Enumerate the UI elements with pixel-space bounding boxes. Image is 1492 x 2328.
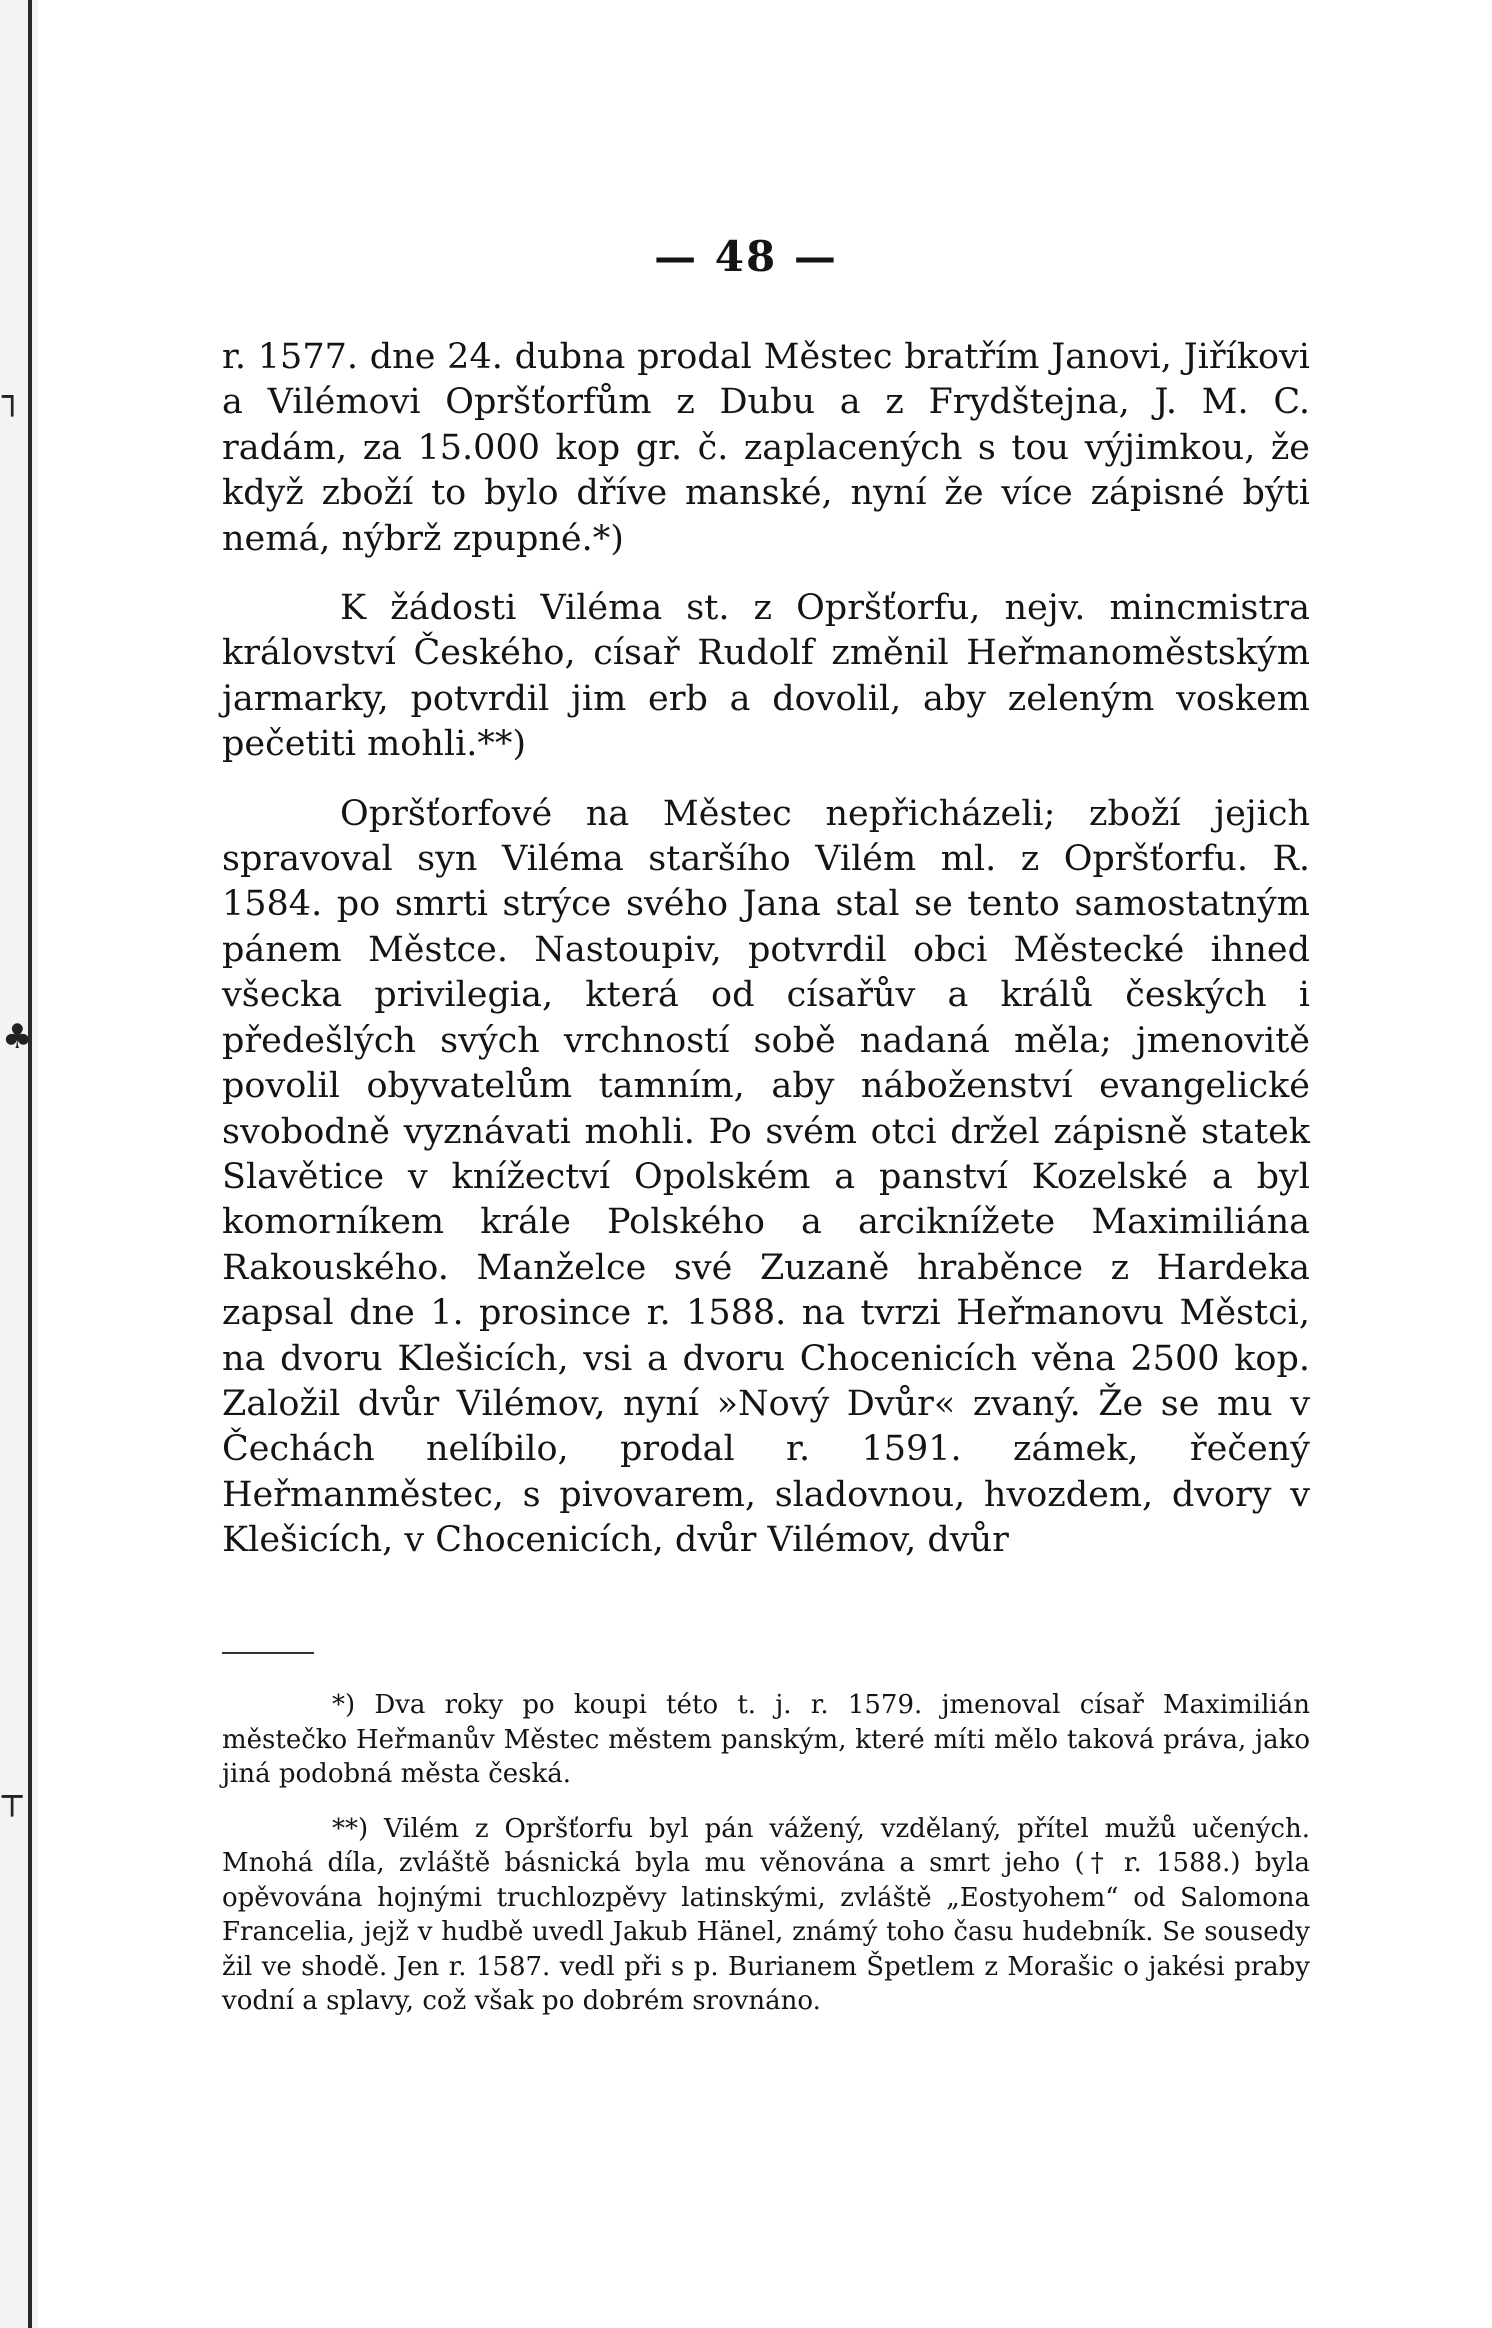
edge-mark: ┬: [2, 1777, 23, 1817]
paragraph: r. 1577. dne 24. dubna prodal Městec bratřím Janovi, Jiříkovi a Vilémovi Opršťorfům z Dubu a z Frydštejna, J. M. C. radám, za 15.000 kop gr. č. zaplacených s tou výjimkou, že když zboží to bylo dříve manské, nyní že více zápisné býti nemá, nýbrž zpupné.*): [222, 337, 1310, 559]
paragraph: Opršťorfové na Městec nepřicházeli; zboží jejich spravoval syn Viléma staršího Vilém ml. z Opršťorfu. R. 1584. po smrti strýce svého Jana stal se tento samostatným pánem Městce. Nastoupiv, potvrdil obci Městecké ihned všecka privilegia, která od císařův a králů českých i předešlých svých vrchností sobě nadaná měla; jmenovitě povolil obyvatelům tamním, aby náboženství evangelické svobodně vyznávati mohli. Po svém otci držel zápisně statek Slavětice v knížectví Opolském a panství Kozelské a byl komorníkem krále Polského a arciknížete Maximiliána Rakouského. Manželce své Zuzaně hraběnce z Hardeka zapsal dne 1. prosince r. 1588. na tvrzi Heřmanovu Městci, na dvoru Klešicích, vsi a dvoru Chocenicích věna 2500 kop. Založil dvůr Vilémov, nyní »Nový Dvůr« zvaný. Že se mu v Čechách nelíbilo, prodal r. 1591. zámek, řečený Heřmanměstec, s pivovarem, sladovnou, hvozdem, dvory v Klešicích, v Chocenicích, dvůr Vilémov, dvůr: [222, 793, 1310, 1561]
footnote: **) Vilém z Opršťorfu byl pán vážený, vzdělaný, přítel mužů učených. Mnohá díla, zvláště básnická byla mu věnována a smrt jeho († r. 1588.) byla opěvována hojnými truchlozpěvy latinskými, zvláště „Eostyohem“ od Salomona Francelia, jejž v hudbě uvedl Jakub Hänel, známý toho času hudebník. Se sousedy žil ve shodě. Jen r. 1587. vedl při s p. Burianem Špetlem z Morašic o jakési praby vodní a splavy, což však po dobrém srovnáno.: [222, 1813, 1310, 2016]
edge-mark: ♣: [2, 1017, 33, 1057]
footnote: *) Dva roky po koupi této t. j. r. 1579. jmenoval císař Maximilián městečko Heřmanův Městec městem panským, které míti mělo taková práva, jako jiná podobná města česká.: [222, 1690, 1310, 1789]
paragraph: K žádosti Viléma st. z Opršťorfu, nejv. mincmistra království Českého, císař Rudolf změnil Heřmanoměstským jarmarky, potvrdil jim erb a dovolil, aby zeleným voskem pečetiti mohli.**): [222, 588, 1310, 765]
binding-rule: [28, 0, 32, 2328]
page-number: — 48 —: [654, 232, 838, 281]
footnotes: [222, 1688, 1310, 2039]
footnote-divider: [222, 1652, 314, 1654]
page-edge: [0, 0, 38, 2328]
main-text: [222, 335, 1310, 1588]
edge-mark: ┐: [2, 377, 23, 417]
